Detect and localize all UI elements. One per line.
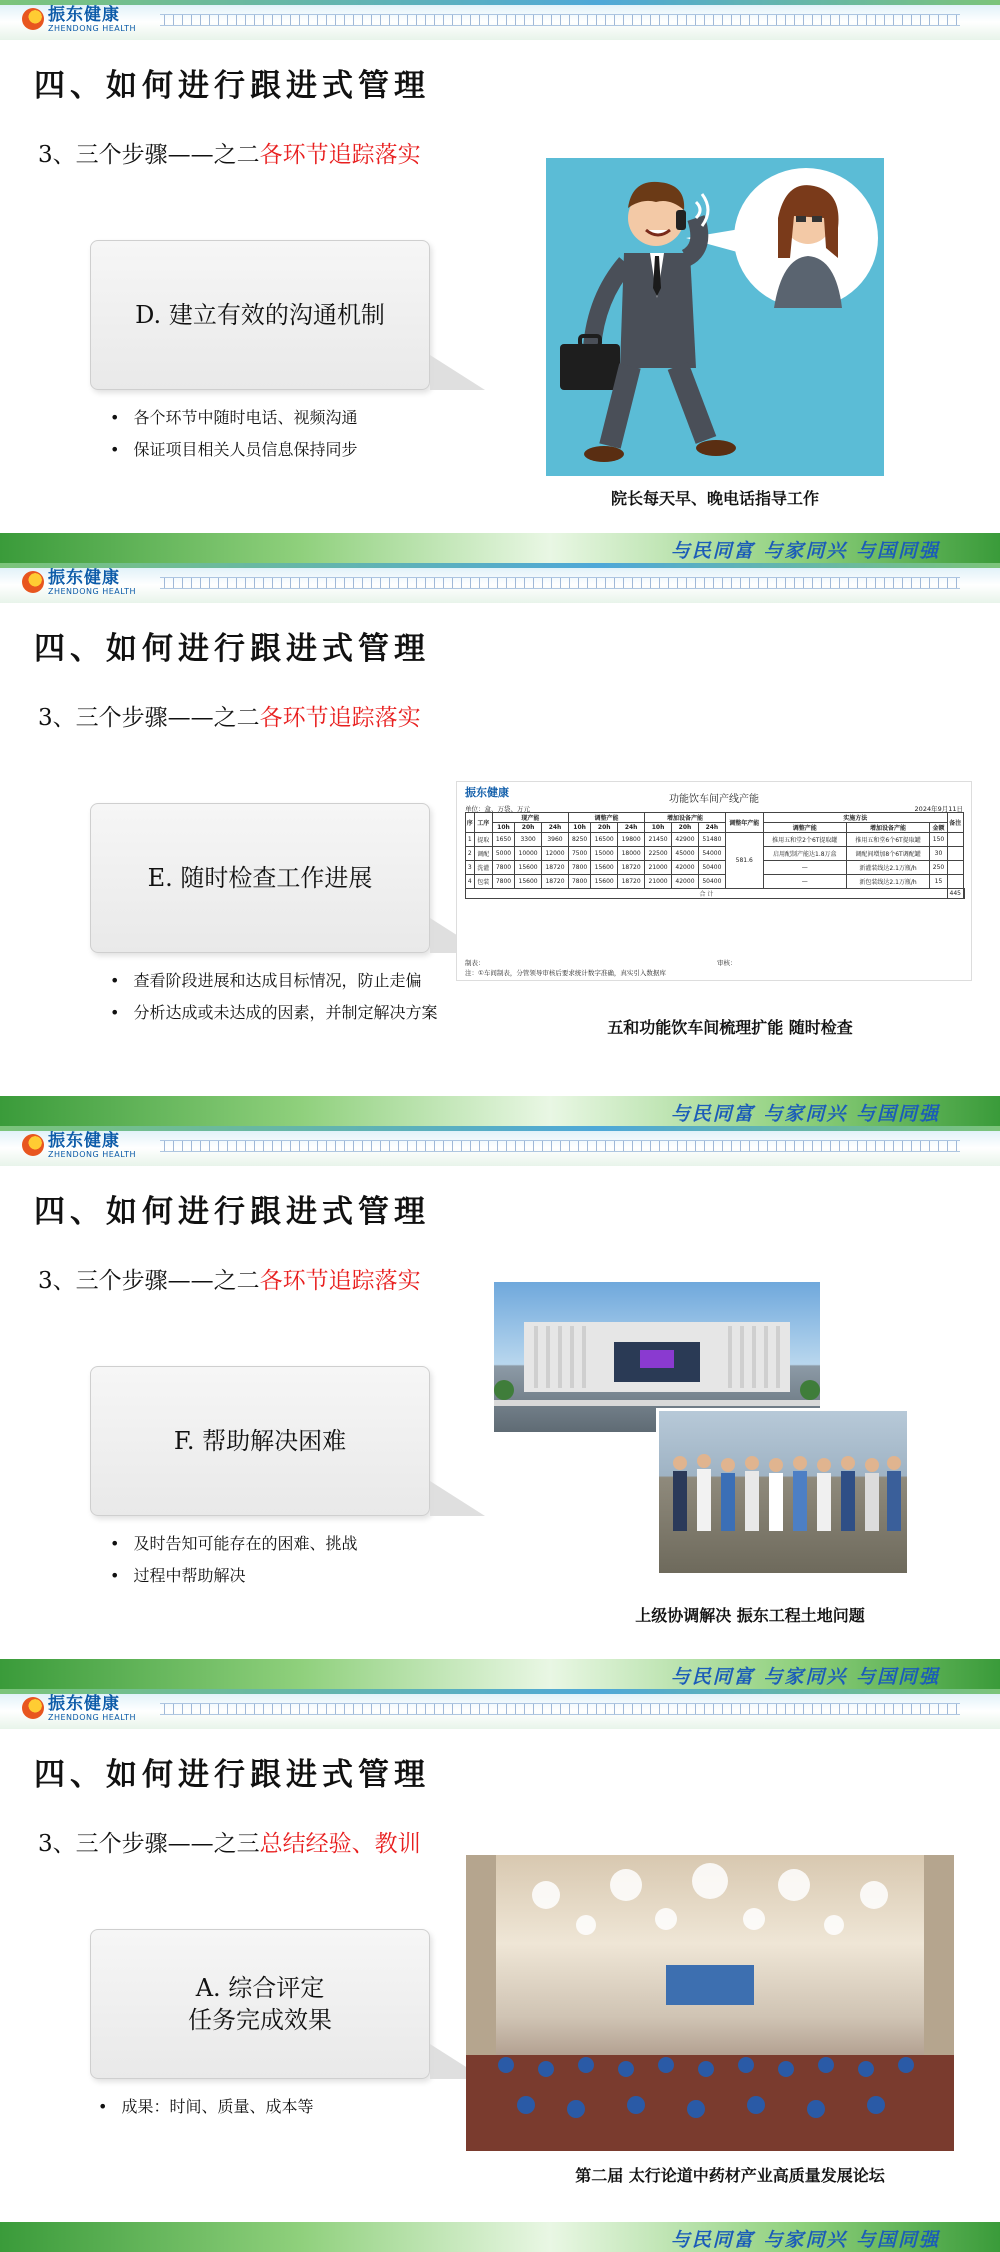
slogan-text: 与民同富 与家同兴 与国同强: [670, 1103, 940, 1125]
table-cell: 15: [930, 875, 948, 889]
table-cell: 15600: [515, 861, 542, 875]
table-cell: 调配: [474, 847, 492, 861]
site-inspection-photo: [656, 1408, 910, 1576]
table-cell: 4: [466, 875, 475, 889]
logo-en: ZHENDONG HEALTH: [48, 587, 137, 596]
table-cell: 3: [466, 861, 475, 875]
table-cell: 启用配制产能达1.8万盒: [763, 847, 846, 861]
step-highlight: 各环节追踪落实: [259, 142, 421, 168]
image-caption: 五和功能饮车间梳理扩能 随时检查: [607, 1018, 853, 1037]
table-cell: —: [763, 875, 846, 889]
bullet-item: • 过程中帮助解决: [110, 1560, 357, 1592]
table-cell: 19800: [618, 833, 645, 847]
topic-card: F. 帮助解决困难: [90, 1366, 430, 1516]
table-cell: 12000: [542, 847, 569, 861]
slide-title: 四、如何进行跟进式管理: [34, 68, 430, 104]
step-highlight: 总结经验、教训: [259, 1831, 421, 1857]
table-cell: 7500: [568, 847, 590, 861]
company-logo: [22, 6, 136, 32]
logo-icon: [22, 571, 44, 593]
capacity-table: [465, 812, 965, 899]
table-header: 调整年产能: [725, 813, 763, 833]
table-subheader: 20h: [672, 823, 699, 833]
step-highlight: 各环节追踪落实: [259, 705, 421, 731]
logo-en: ZHENDONG HEALTH: [48, 1150, 137, 1159]
table-title: 功能饮车间产线产能: [669, 794, 759, 805]
table-cell: 42000: [672, 861, 699, 875]
step-prefix: 3、三个步骤——之二: [38, 705, 260, 731]
header-banner: [0, 0, 1000, 40]
table-cell: 8250: [568, 833, 590, 847]
table-subheader: 10h: [645, 823, 672, 833]
table-total-value: 445: [947, 889, 963, 899]
slogan-text: 与民同富 与家同兴 与国同强: [670, 540, 940, 562]
table-cell: 5000: [492, 847, 514, 861]
table-row: [466, 875, 965, 889]
conference-photo: [466, 1855, 954, 2151]
table-header: 序: [466, 813, 475, 833]
table-subheader: 24h: [698, 823, 725, 833]
table-cell: [947, 861, 963, 875]
table-header: 工序: [474, 813, 492, 833]
logo-en: ZHENDONG HEALTH: [48, 24, 137, 33]
table-cell: 18720: [618, 875, 645, 889]
table-cell: 15600: [591, 861, 618, 875]
image-caption: 上级协调解决 振东工程土地问题: [635, 1606, 865, 1625]
header-banner: [0, 1126, 1000, 1166]
header-banner: [0, 1689, 1000, 1729]
logo-cn: 振东健康: [48, 5, 120, 25]
table-cell: 42900: [672, 833, 699, 847]
table-cell: [963, 889, 964, 899]
table-unit: 单位：盒、万袋、万元: [465, 805, 530, 813]
table-logo: 振东健康: [465, 786, 509, 799]
bullet-item: • 查看阶段进展和达成目标情况，防止走偏: [110, 965, 437, 997]
table-cell: 50400: [698, 861, 725, 875]
table-cell: 50400: [698, 875, 725, 889]
table-cell: —: [763, 861, 846, 875]
table-header: 增加设备产能: [645, 813, 726, 823]
bullet-item: • 分析达成或未达成的因素，并制定解决方案: [110, 997, 437, 1029]
table-subheader: 调整产能: [763, 823, 846, 833]
table-cell: 30: [930, 847, 948, 861]
bullet-item: • 及时告知可能存在的困难、挑战: [110, 1528, 357, 1560]
slide-title: 四、如何进行跟进式管理: [34, 1194, 430, 1230]
slogan-text: 与民同富 与家同兴 与国同强: [670, 2229, 940, 2251]
bullet-item: • 保证项目相关人员信息保持同步: [110, 434, 357, 466]
logo-cn: 振东健康: [48, 1694, 120, 1714]
table-cell: 调配间增加8个6T调配罐: [846, 847, 929, 861]
table-note: 注：①车间制表，分管领导审核后要求统计数字准确，真实引入数据库: [465, 969, 666, 977]
company-logo: [22, 1132, 136, 1158]
bullet-list: [110, 1528, 357, 1592]
table-cell: 250: [930, 861, 948, 875]
topic-card: E. 随时检查工作进展: [90, 803, 430, 953]
table-subheader: 10h: [492, 823, 514, 833]
table-cell: 推用五和堂2个6T提取罐: [763, 833, 846, 847]
table-header: 现产能: [492, 813, 568, 823]
table-header: 调整产能: [568, 813, 644, 823]
table-cell: 1650: [492, 833, 514, 847]
slogan-banner: [0, 533, 1000, 563]
table-cell: 51480: [698, 833, 725, 847]
table-subheader: 24h: [618, 823, 645, 833]
table-row: [466, 861, 965, 875]
slogan-banner: [0, 1659, 1000, 1689]
slide-2: [0, 563, 1000, 1126]
table-cell: [947, 833, 963, 847]
table-subheader: 24h: [542, 823, 569, 833]
table-footer-left: 制表：: [465, 959, 485, 967]
table-cell: 18720: [542, 861, 569, 875]
table-cell: 15600: [591, 875, 618, 889]
company-logo: [22, 1695, 136, 1721]
table-cell: 54000: [698, 847, 725, 861]
logo-icon: [22, 1697, 44, 1719]
table-total-label: 合 计: [466, 889, 948, 899]
table-cell: 18720: [542, 875, 569, 889]
capacity-table-document: [456, 781, 972, 981]
table-subheader: 增加设备产能: [846, 823, 929, 833]
table-cell: 18720: [618, 861, 645, 875]
slide-3: [0, 1126, 1000, 1689]
table-date: 2024年9月11日: [914, 805, 963, 813]
slide-1: [0, 0, 1000, 563]
table-row: [466, 847, 965, 861]
header-decoration: [160, 14, 960, 26]
table-cell: 15600: [515, 875, 542, 889]
table-cell: 42000: [672, 875, 699, 889]
table-cell: 2: [466, 847, 475, 861]
step-prefix: 3、三个步骤——之二: [38, 1268, 260, 1294]
table-subheader: 10h: [568, 823, 590, 833]
card-tail: [430, 355, 485, 390]
table-subheader: 20h: [591, 823, 618, 833]
table-cell: 新灌装线达2.1万瓶/h: [846, 861, 929, 875]
card-tail: [430, 1481, 485, 1516]
table-cell: 21000: [645, 875, 672, 889]
table-cell: 16500: [591, 833, 618, 847]
table-cell: 1: [466, 833, 475, 847]
table-cell: 45000: [672, 847, 699, 861]
slogan-text: 与民同富 与家同兴 与国同强: [670, 1666, 940, 1688]
logo-cn: 振东健康: [48, 568, 120, 588]
slide-4: [0, 1689, 1000, 2252]
header-decoration: [160, 1140, 960, 1152]
step-prefix: 3、三个步骤——之二: [38, 142, 260, 168]
table-cell: 22500: [645, 847, 672, 861]
bullet-list: [110, 402, 357, 466]
table-cell: 洗灌: [474, 861, 492, 875]
table-cell: 10000: [515, 847, 542, 861]
table-subheader: 20h: [515, 823, 542, 833]
table-cell: 提取: [474, 833, 492, 847]
company-logo: [22, 569, 136, 595]
table-cell: 3960: [542, 833, 569, 847]
bullet-list: [98, 2091, 313, 2123]
phone-call-illustration: [546, 158, 884, 476]
table-cell: 7800: [568, 861, 590, 875]
image-caption: 第二届 太行论道中药材产业高质量发展论坛: [575, 2166, 885, 2185]
logo-icon: [22, 1134, 44, 1156]
card-line-2: 任务完成效果: [188, 2006, 332, 2034]
slide-title: 四、如何进行跟进式管理: [34, 1757, 430, 1793]
table-cell: 21000: [645, 861, 672, 875]
logo-en: ZHENDONG HEALTH: [48, 1713, 137, 1722]
step-heading: [38, 136, 421, 169]
table-cell: [947, 847, 963, 861]
slogan-banner: [0, 2222, 1000, 2252]
table-header: 备注: [947, 813, 963, 833]
header-decoration: [160, 1703, 960, 1715]
table-footer-right: 审核：: [717, 959, 737, 967]
step-heading: [38, 699, 421, 732]
card-line-1: A. 综合评定: [195, 1974, 325, 2002]
table-cell: 3300: [515, 833, 542, 847]
image-caption: 院长每天早、晚电话指导工作: [610, 489, 819, 508]
table-cell: 7800: [492, 875, 514, 889]
table-cell: 150: [930, 833, 948, 847]
table-cell: 新包装线达2.1万瓶/h: [846, 875, 929, 889]
step-heading: [38, 1825, 421, 1858]
step-heading: [38, 1262, 421, 1295]
table-cell: 18000: [618, 847, 645, 861]
table-cell: 7800: [492, 861, 514, 875]
table-subheader: 金额: [930, 823, 948, 833]
header-banner: [0, 563, 1000, 603]
slide-title: 四、如何进行跟进式管理: [34, 631, 430, 667]
table-cell: 21450: [645, 833, 672, 847]
table-cell: [947, 875, 963, 889]
logo-icon: [22, 8, 44, 30]
table-cell: 581.6: [725, 833, 763, 889]
table-cell: 7800: [568, 875, 590, 889]
table-cell: 推用五和堂6个6T提取罐: [846, 833, 929, 847]
logo-cn: 振东健康: [48, 1131, 120, 1151]
bullet-list: [110, 965, 437, 1029]
header-decoration: [160, 577, 960, 589]
topic-card: D. 建立有效的沟通机制: [90, 240, 430, 390]
step-prefix: 3、三个步骤——之三: [38, 1831, 260, 1857]
slogan-banner: [0, 1096, 1000, 1126]
bullet-item: • 成果：时间、质量、成本等: [98, 2091, 313, 2123]
bullet-item: • 各个环节中随时电话、视频沟通: [110, 402, 357, 434]
table-cell: 15000: [591, 847, 618, 861]
table-row: [466, 833, 965, 847]
table-cell: 包装: [474, 875, 492, 889]
table-header: 实施方法: [763, 813, 947, 823]
table-total-row: [466, 889, 965, 899]
step-highlight: 各环节追踪落实: [259, 1268, 421, 1294]
topic-card: [90, 1929, 430, 2079]
